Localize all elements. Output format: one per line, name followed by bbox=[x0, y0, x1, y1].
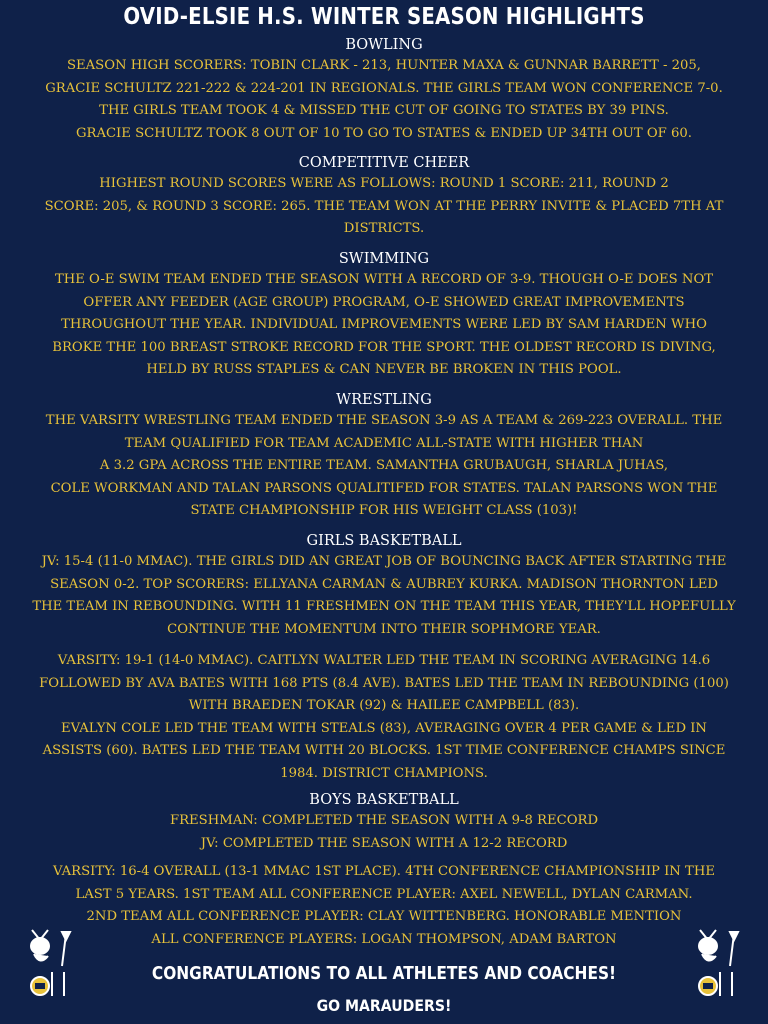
congratulations-banner: CONGRATULATIONS TO ALL ATHLETES AND COACHES! bbox=[151, 964, 617, 984]
text-line: THE TEAM IN REBOUNDING. WITH 11 FRESHMEN ON THE TEAM THIS YEAR, THEY'LL HOPEFULLY bbox=[32, 599, 736, 614]
section-heading: WRESTLING bbox=[336, 392, 432, 408]
text-line: COLE WORKMAN AND TALAN PARSONS QUALITIFED FOR STATES. TALAN PARSONS WON THE bbox=[50, 480, 718, 496]
text-line: FOLLOWED BY AVA BATES WITH 168 PTS (8.4 AVE). BATES LED THE TEAM IN REBOUNDING (100) bbox=[39, 675, 729, 691]
text-line: 1984. DISTRICT CHAMPIONS. bbox=[280, 765, 488, 781]
text-line: ASSISTS (60). BATES LED THE TEAM WITH 20 BLOCKS. 1ST TIME CONFERENCE CHAMPS SINCE bbox=[42, 743, 726, 758]
section-heading: BOYS BASKETBALL bbox=[309, 792, 459, 808]
text-line: EVALYN COLE LED THE TEAM WITH STEALS (83), AVERAGING OVER 4 PER GAME & LED IN bbox=[61, 720, 707, 736]
text-line: WITH BRAEDEN TOKAR (92) & HAILEE CAMPBELL (83). bbox=[188, 698, 580, 713]
section-swimming bbox=[0, 249, 768, 382]
section-body bbox=[0, 810, 768, 855]
section-girls-basketball-varsity bbox=[0, 650, 768, 785]
section-wrestling bbox=[0, 390, 768, 523]
section-body-varsity bbox=[0, 650, 768, 785]
text-line: BROKE THE 100 BREAST STROKE RECORD FOR THE SPORT. THE OLDEST RECORD IS DIVING, bbox=[52, 339, 716, 355]
page-title: OVID-ELSIE H.S. WINTER SEASON HIGHLIGHTS bbox=[123, 4, 645, 30]
text-line: GRACIE SCHULTZ TOOK 8 OUT OF 10 TO GO TO STATES & ENDED UP 34TH OUT OF 60. bbox=[75, 125, 692, 141]
text-line: THE GIRLS TEAM TOOK 4 & MISSED THE CUT OF GOING TO STATES BY 39 PINS. bbox=[99, 103, 669, 118]
text-line: A 3.2 GPA ACROSS THE ENTIRE TEAM. SAMANTHA GRUBAUGH, SHARLA JUHAS, bbox=[99, 458, 669, 473]
section-heading: COMPETITIVE CHEER bbox=[298, 155, 470, 171]
text-line: THE O-E SWIM TEAM ENDED THE SEASON WITH A RECORD OF 3-9. THOUGH O-E DOES NOT bbox=[54, 272, 714, 287]
text-line: SEASON HIGH SCORERS: TOBIN CLARK - 213, HUNTER MAXA & GUNNAR BARRETT - 205, bbox=[67, 58, 701, 73]
text-line: HIGHEST ROUND SCORES WERE AS FOLLOWS: ROUND 1 SCORE: 211, ROUND 2 bbox=[99, 176, 669, 191]
text-line: TEAM QUALIFIED FOR TEAM ACADEMIC ALL-STATE WITH HIGHER THAN bbox=[124, 435, 644, 451]
text-line: SEASON 0-2. TOP SCORERS: ELLYANA CARMAN & AUBREY KURKA. MADISON THORNTON LED bbox=[50, 576, 718, 592]
section-body bbox=[0, 173, 768, 241]
text-line: JV: COMPLETED THE SEASON WITH A 12-2 RECORD bbox=[200, 835, 568, 851]
section-body bbox=[0, 269, 768, 382]
section-bowling bbox=[0, 35, 768, 145]
section-boys-basketball-varsity bbox=[0, 861, 768, 951]
text-line: ALL CONFERENCE PLAYERS: LOGAN THOMPSON, ADAM BARTON bbox=[151, 931, 617, 947]
text-line: VARSITY: 19-1 (14-0 MMAC). CAITLYN WALTER LED THE TEAM IN SCORING AVERAGING 14.6 bbox=[57, 653, 711, 668]
section-heading: BOWLING bbox=[345, 37, 423, 53]
section-body bbox=[0, 55, 768, 145]
text-line: GRACIE SCHULTZ 221-222 & 224-201 IN REGIONALS. THE GIRLS TEAM WON CONFERENCE 7-0. bbox=[45, 80, 723, 96]
text-line: CONTINUE THE MOMENTUM INTO THEIR SOPHMORE YEAR. bbox=[167, 621, 601, 637]
section-heading: SWIMMING bbox=[338, 251, 430, 267]
text-line: FRESHMAN: COMPLETED THE SEASON WITH A 9-8 RECORD bbox=[169, 813, 599, 828]
go-marauders-banner: GO MARAUDERS! bbox=[316, 996, 452, 1015]
section-body-varsity bbox=[0, 861, 768, 951]
text-line: OFFER ANY FEEDER (AGE GROUP) PROGRAM, O-E SHOWED GREAT IMPROVEMENTS bbox=[83, 294, 685, 310]
text-line: DISTRICTS. bbox=[343, 221, 425, 236]
section-body-jv bbox=[0, 551, 768, 641]
text-line: VARSITY: 16-4 OVERALL (13-1 MMAC 1ST PLACE). 4TH CONFERENCE CHAMPIONSHIP IN THE bbox=[53, 864, 715, 879]
section-competitive-cheer bbox=[0, 153, 768, 241]
text-line: THROUGHOUT THE YEAR. INDIVIDUAL IMPROVEMENTS WERE LED BY SAM HARDEN WHO bbox=[61, 317, 707, 332]
text-line: JV: 15-4 (11-0 MMAC). THE GIRLS DID AN GREAT JOB OF BOUNCING BACK AFTER STARTING THE bbox=[41, 554, 727, 569]
text-line: STATE CHAMPIONSHIP FOR HIS WEIGHT CLASS (103)! bbox=[190, 503, 578, 518]
section-body bbox=[0, 410, 768, 523]
section-heading: GIRLS BASKETBALL bbox=[306, 533, 462, 549]
section-boys-basketball bbox=[0, 790, 768, 855]
text-line: LAST 5 YEARS. 1ST TEAM ALL CONFERENCE PLAYER: AXEL NEWELL, DYLAN CARMAN. bbox=[75, 886, 693, 902]
text-line: SCORE: 205, & ROUND 3 SCORE: 265. THE TEAM WON AT THE PERRY INVITE & PLACED 7TH AT bbox=[44, 198, 724, 214]
text-line: 2ND TEAM ALL CONFERENCE PLAYER: CLAY WITTENBERG. HONORABLE MENTION bbox=[86, 909, 682, 924]
text-line: THE VARSITY WRESTLING TEAM ENDED THE SEASON 3-9 AS A TEAM & 269-223 OVERALL. THE bbox=[45, 413, 723, 428]
section-girls-basketball bbox=[0, 531, 768, 641]
text-line: HELD BY RUSS STAPLES & CAN NEVER BE BROKEN IN THIS POOL. bbox=[146, 362, 622, 377]
